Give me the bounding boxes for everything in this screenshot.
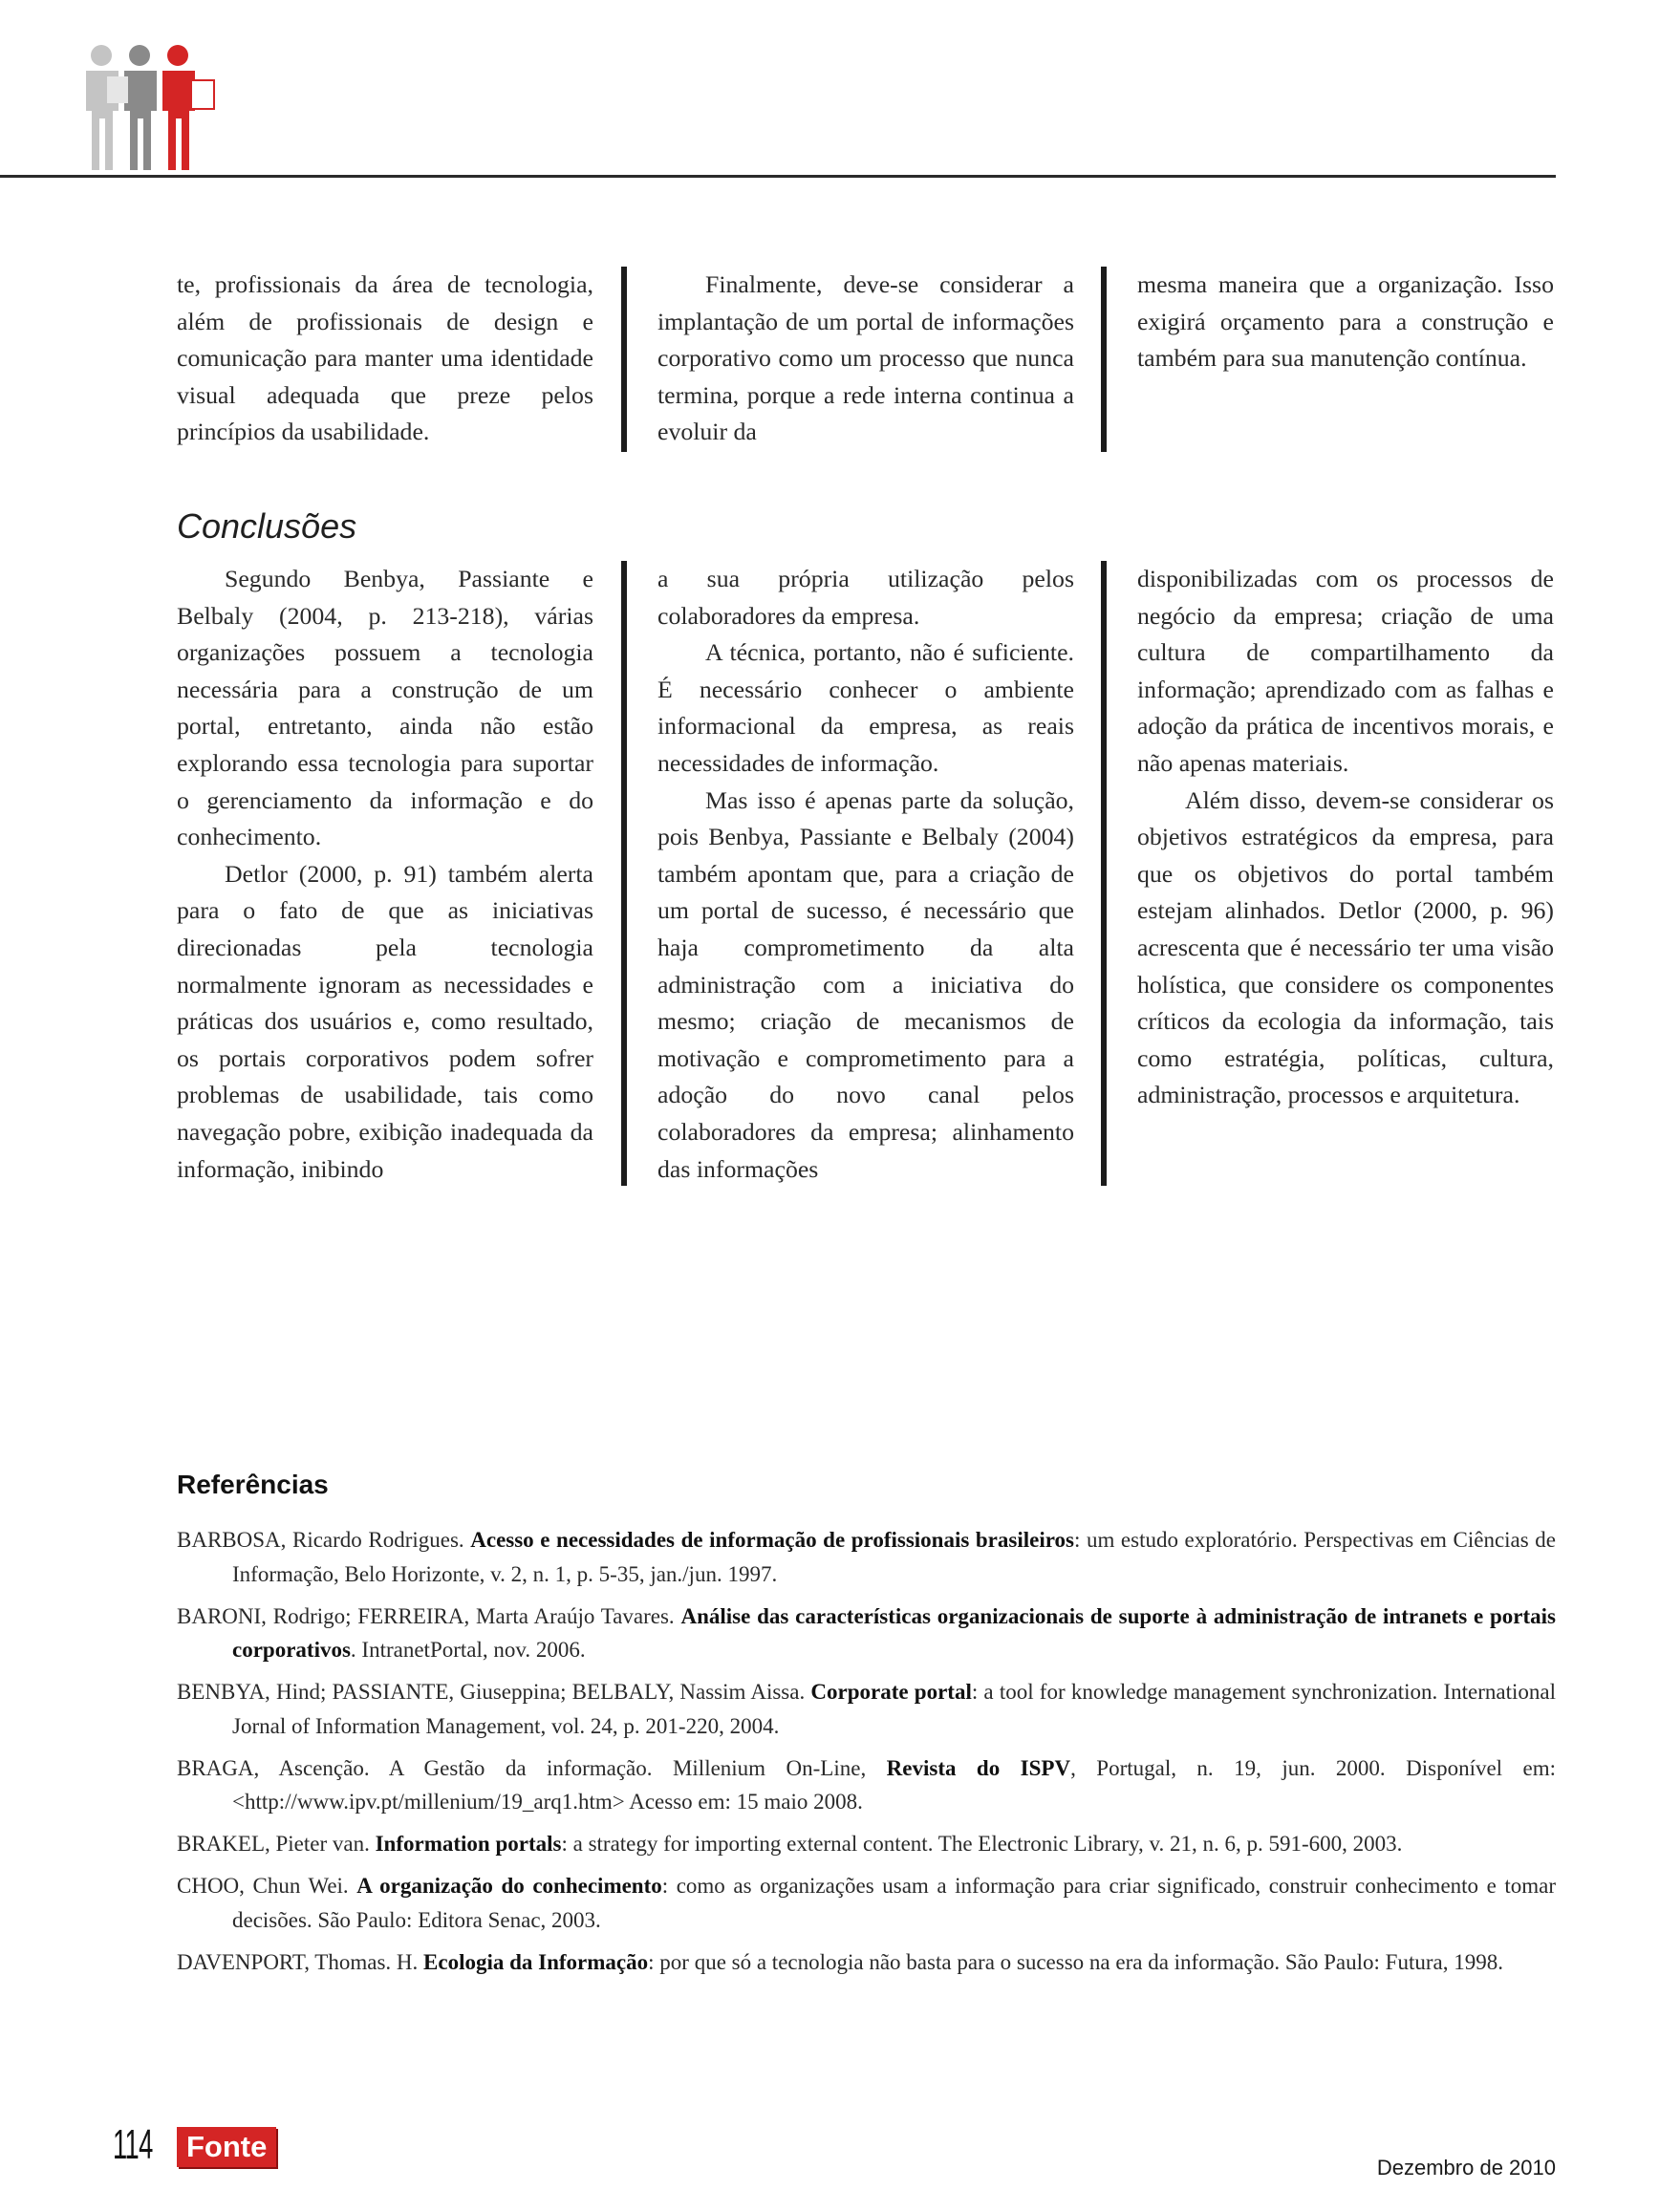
paragraph: Mas isso é apenas parte da solução, pois Benbya, Passiante e Belbaly (2004) também apontam que, para a criação de um portal de sucesso, é necessário que haja comprometimento da alta administração com a iniciativa do mesmo; criação de mecanismos de motivação e comprometimento para a adoção do novo canal pelos colaboradores da empresa; alinhamento das informações <box>657 785 1074 1183</box>
top-column-2-text: Finalmente, deve-se considerar a implantação de um portal de informações corporativo como um processo que nunca termina, porque a rede interna continua a evoluir da <box>657 270 1074 446</box>
paragraph: Segundo Benbya, Passiante e Belbaly (2004, p. 213-218), várias organizações possuem a tecnologia necessária para a construção de um portal, entretanto, ainda não estão explorando essa tecnologia para suportar o gerenciamento da informação e do conhecimento. <box>177 565 593 851</box>
conclusoes-column-1 <box>177 561 593 1188</box>
paragraph: Além disso, devem-se considerar os objetivos estratégicos da empresa, para que os objetivos do portal também estejam alinhados. Detlor (2000, p. 96) acrescenta que é necessário ter uma visão holística, que considere os componentes críticos da ecologia da informação, tais como estratégia, políticas, cultura, administração, processos e arquitetura. <box>1137 785 1554 1109</box>
top-column-3 <box>1137 267 1554 377</box>
magazine-brand-logo: Fonte <box>177 2127 276 2167</box>
conclusoes-column-2 <box>657 561 1074 1188</box>
paragraph: Detlor (2000, p. 91) também alerta para o fato de que as iniciativas direcionadas pela tecnologia normalmente ignoram as necessidades e práticas dos usuários e, como resultado, os portais corporativos podem sofrer problemas de usabilidade, tais como navegação pobre, exibição inadequada da informação, inibindo <box>177 859 593 1183</box>
conclusoes-column-3 <box>1137 561 1554 1114</box>
top-column-2 <box>657 267 1074 451</box>
top-column-1 <box>177 267 593 451</box>
reference-item: BRAKEL, Pieter van. Information portals: a strategy for importing external content. The Electronic Library, v. 21, n. 6, p. 591-600, 2003. <box>177 1832 1403 1856</box>
reference-item: BARONI, Rodrigo; FERREIRA, Marta Araújo Tavares. Análise das características organizacionais de suporte à administração de intranets e portais corporativos. IntranetPortal, nov. 2006. <box>177 1603 1556 1662</box>
column-divider <box>621 267 627 452</box>
top-column-3-text: mesma maneira que a organização. Isso exigirá orçamento para a construção e também para sua manutenção contínua. <box>1137 270 1554 373</box>
paragraph: disponibilizadas com os processos de negócio da empresa; criação de uma cultura de compartilhamento da informação; aprendizado com as falhas e adoção da prática de incentivos morais, e não apenas materiais. <box>1137 565 1554 777</box>
issue-date: Dezembro de 2010 <box>1376 2156 1556 2180</box>
column-divider <box>1101 267 1107 452</box>
references-heading: Referências <box>177 1470 329 1499</box>
paragraph: a sua própria utilização pelos colaboradores da empresa. <box>657 565 1074 630</box>
paragraph: A técnica, portanto, não é suficiente. É necessário conhecer o ambiente informacional da empresa, as reais necessidades de informação. <box>657 638 1074 777</box>
reference-item: CHOO, Chun Wei. A organização do conhecimento: como as organizações usam a informação para criar significado, construir conhecimento e tomar decisões. São Paulo: Editora Senac, 2003. <box>177 1874 1557 1932</box>
person-figure-red <box>162 45 214 170</box>
person-figure-gray-light <box>86 45 118 170</box>
section-heading-conclusoes: Conclusões <box>177 506 357 546</box>
reference-list <box>177 1523 1556 1987</box>
reference-item: DAVENPORT, Thomas. H. Ecologia da Informação: por que só a tecnologia não basta para o sucesso na era da informação. São Paulo: Futura, 1998. <box>177 1949 1503 1974</box>
people-logo-icon <box>78 42 222 176</box>
reference-item: BARBOSA, Ricardo Rodrigues. Acesso e necessidades de informação de profissionais brasileiros: um estudo exploratório. Perspectivas em Ciências de Informação, Belo Horizonte, v. 2, n. 1, p. 5-35, jan./jun. 1997. <box>177 1528 1556 1586</box>
column-divider <box>621 561 627 1186</box>
reference-item: BENBYA, Hind; PASSIANTE, Giuseppina; BELBALY, Nassim Aissa. Corporate portal: a tool for knowledge management synchronization. International Jornal of Information Management, vol. 24, p. 201-220, 2004. <box>177 1680 1556 1738</box>
header-rule <box>0 175 1556 178</box>
page-number: 114 <box>113 2121 153 2168</box>
reference-item: BRAGA, Ascenção. A Gestão da informação. Millenium On-Line, Revista do ISPV, Portugal, n. 19, jun. 2000. Disponível em: <http://www.ipv.pt/millenium/19_arq1.htm> Acesso em: 15 maio 2008. <box>177 1755 1556 1814</box>
top-column-1-text: te, profissionais da área de tecnologia, além de profissionais de design e comunicação para manter uma identidade visual adequada que preze pelos princípios da usabilidade. <box>177 270 593 446</box>
column-divider <box>1101 561 1107 1186</box>
